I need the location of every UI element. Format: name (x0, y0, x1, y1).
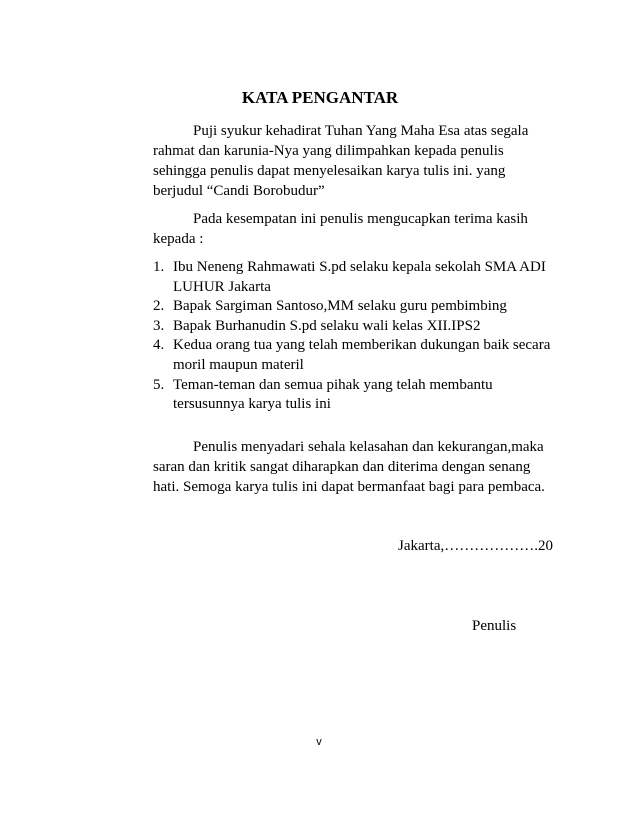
list-item-number: 3. (153, 317, 165, 334)
list-item (153, 376, 553, 415)
list-item-text: Teman-teman dan semua pihak yang telah membantu tersusunnya karya tulis ini (173, 376, 493, 413)
list-item (153, 297, 553, 317)
acknowledgement-list (153, 258, 553, 415)
list-item-number: 1. (153, 259, 165, 275)
list-item (153, 258, 553, 297)
opening-paragraph-text: Puji syukur kehadirat Tuhan Yang Maha Esa atas segala rahmat dan karunia-Nya yang dilimpahkan kepada penulis sehingga penulis dapat menyelesaikan karya tulis ini. yang berjudul “Candi Borobudur” (153, 123, 529, 199)
closing-paragraph-text: Penulis menyadari sehala kelasahan dan kekurangan,maka saran dan kritik sangat diharapkan dan diterima dengan senang hati. Semoga karya tulis ini dapat bermanfaat bagi para pembaca. (153, 439, 545, 495)
page-title: KATA PENGANTAR (241, 88, 399, 107)
list-item-text: Kedua orang tua yang telah memberikan dukungan baik secara moril maupun materil (173, 337, 551, 373)
page-number: v (316, 736, 322, 748)
list-item-text: Ibu Neneng Rahmawati S.pd selaku kepala sekolah SMA ADI LUHUR Jakarta (173, 259, 546, 295)
signer-name: Penulis (472, 618, 517, 634)
thanks-intro-text: Pada kesempatan ini penulis mengucapkan terima kasih kepada : (153, 211, 528, 247)
closing-paragraph (153, 437, 553, 497)
list-item-text: Bapak Sargiman Santoso,MM selaku guru pembimbing (173, 298, 507, 315)
list-item (153, 317, 553, 337)
place-date: Jakarta,……………….20 (398, 538, 553, 554)
list-item-number: 2. (153, 298, 165, 315)
opening-paragraph (153, 121, 553, 201)
list-item (153, 336, 553, 375)
list-item-number: 5. (153, 376, 165, 393)
thanks-intro-paragraph (153, 209, 553, 249)
list-item-number: 4. (153, 337, 165, 354)
list-item-text: Bapak Burhanudin S.pd selaku wali kelas XII.IPS2 (173, 317, 481, 334)
